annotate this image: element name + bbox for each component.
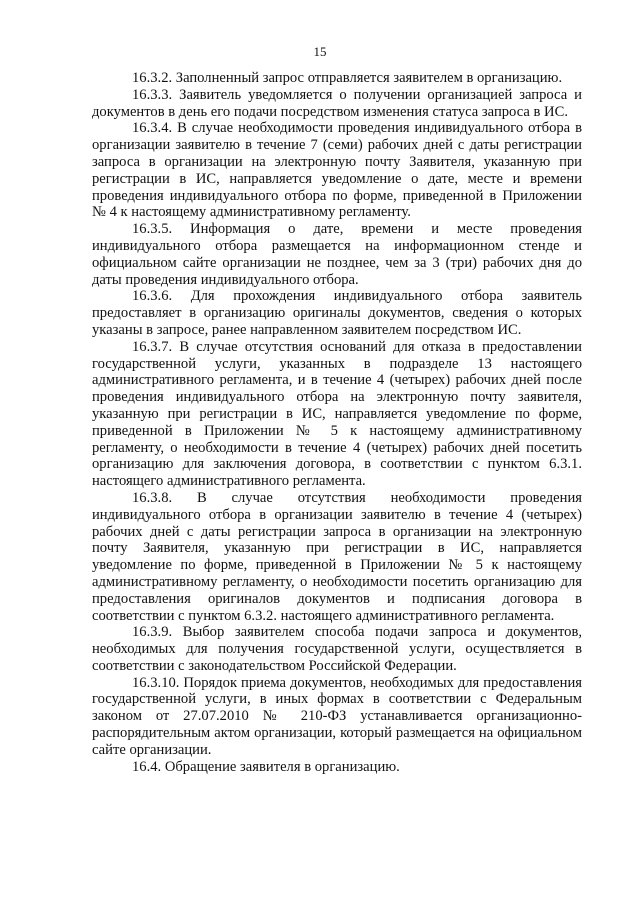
paragraph-16-3-7: 16.3.7. В случае отсутствия оснований для отказа в предоставлении государственной услуги, указанных в подразделе 13 настоящего административного регламента, и в течение 4 (четырех) рабочих дней после проведения индивидуального отбора на электронную почту заявителя, указанную при регистрации в ИС, направляется уведомление по форме, приведенной в Приложении № 5 к настоящему административному регламенту, о необходимости в течение 4 (четырех) рабочих дней посетить организацию для заключения договора, в соответствии с пунктом 6.3.1. настоящего административного регламента. [92,338,582,490]
paragraph-16-3-10: 16.3.10. Порядок приема документов, необходимых для предоставления государственной услуги, в иных формах в соответствии с Федеральным законом от 27.07.2010 № 210-ФЗ устанавливается организационно-распорядительным актом организации, который размещается на официальном сайте организации. [92,674,582,758]
paragraph-16-3-5: 16.3.5. Информация о дате, времени и месте проведения индивидуального отбора размещается на информационном стенде и официальном сайте организации не позднее, чем за 3 (три) рабочих дня до даты проведения индивидуального отбора. [92,221,582,288]
paragraph-16-3-8: 16.3.8. В случае отсутствия необходимости проведения индивидуального отбора в организации заявителю в течение 4 (четырех) рабочих дней с даты регистрации запроса в организации на электронную почту Заявителя, указанную при регистрации в ИС, направляется уведомление по форме, приведенной в Приложении № 5 к настоящему административному регламенту, о необходимости посетить организацию для предоставления оригиналов документов и подписания договора в соответствии с пунктом 6.3.2. настоящего административного регламента. [92,489,582,624]
paragraph-16-3-9: 16.3.9. Выбор заявителем способа подачи запроса и документов, необходимых для получения государственной услуги, осуществляется в соответствии с законодательством Российской Федерации. [92,624,582,674]
paragraph-16-4: 16.4. Обращение заявителя в организацию. [132,758,400,775]
paragraph-16-3-2: 16.3.2. Заполненный запрос отправляется заявителем в организацию. [132,70,563,86]
paragraph-16-3-4: 16.3.4. В случае необходимости проведения индивидуального отбора в организации заявителю в течение 7 (семи) рабочих дней с даты регистрации запроса в организации на электронную почту Заявителя, указанную при регистрации в ИС, направляется уведомление о дате, месте и времени проведения индивидуального отбора по форме, приведенной в Приложении № 4 к настоящему административному регламенту. [92,120,582,221]
paragraph-16-3-3: 16.3.3. Заявитель уведомляется о получении организацией запроса и документов в день его подачи посредством изменения статуса запроса в ИС. [92,86,582,120]
document-body [92,70,582,775]
page-number: 15 [313,44,327,59]
paragraph-16-3-6: 16.3.6. Для прохождения индивидуального отбора заявитель предоставляет в организацию оригиналы документов, сведения о которых указаны в запросе, ранее направленном заявителем посредством ИС. [92,288,582,338]
